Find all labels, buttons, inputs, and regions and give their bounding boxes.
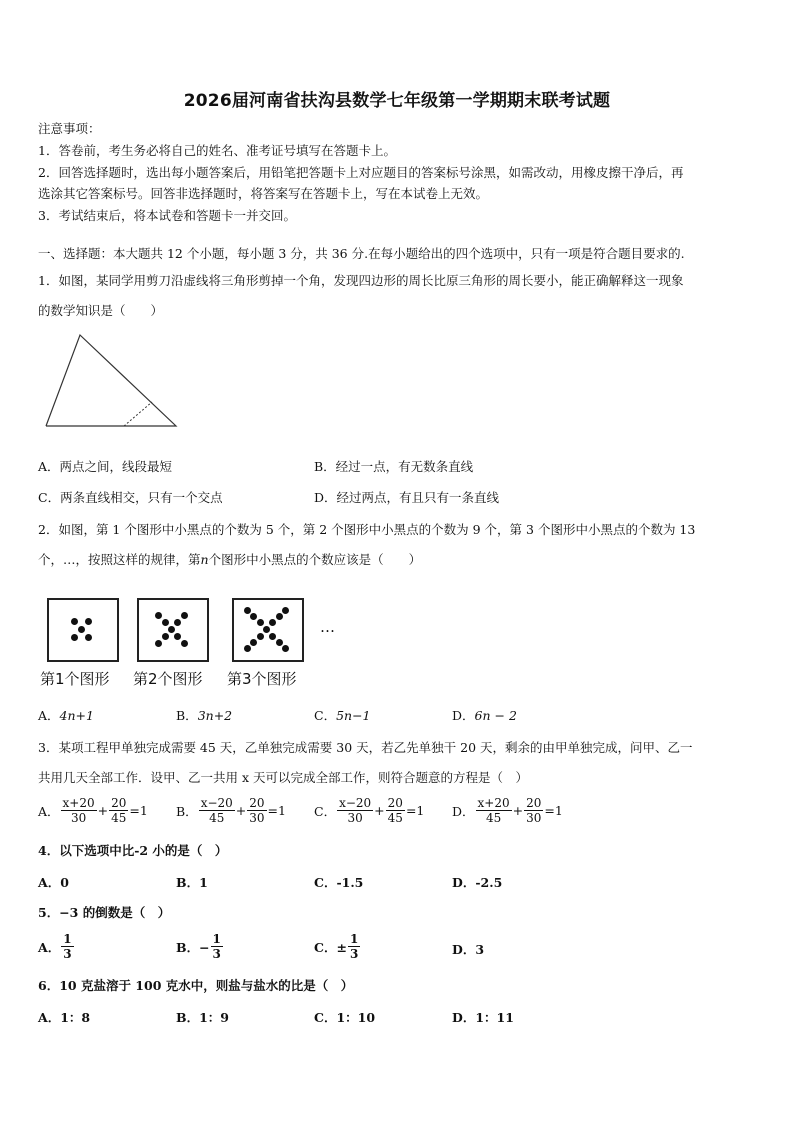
q1-option-a: A．两点之间，线段最短 (38, 459, 173, 474)
q3-option-c: C． $\frac{x-20}{30}$ + $\frac{20}{45}$ =1 (314, 796, 425, 825)
black-dot (85, 618, 92, 625)
q2-option-c: C．5n−1 (314, 708, 371, 723)
q6-stem: 6．10 克盐溶于 100 克水中，则盐与盐水的比是（ ） (38, 978, 354, 993)
q5-option-d: D．3 (452, 942, 485, 957)
q2-option-d: D．6n − 2 (452, 708, 517, 723)
q3-stem-line1: 3．某项工程甲单独完成需要 45 天，乙单独完成需要 30 天，若乙先单独干 20 天，剩余的由甲单独完成，问甲、乙一 (38, 740, 693, 755)
q3-option-a: A． $\frac{x+20}{30}$ + $\frac{20}{45}$ =1 (38, 796, 148, 825)
q1-stem-line2: 的数学知识是（ ） (38, 303, 164, 318)
black-dot (168, 626, 175, 633)
notice-heading: 注意事项： (38, 121, 101, 136)
black-dot (263, 626, 270, 633)
q6-option-b: B．1：9 (176, 1010, 229, 1025)
black-dot (276, 639, 283, 646)
q2-caption-3: 第3个图形 (227, 670, 297, 688)
q4-option-c: C．-1.5 (314, 875, 364, 890)
black-dot (181, 612, 188, 619)
black-dot (250, 639, 257, 646)
q1-stem-line1: 1．如图，某同学用剪刀沿虚线将三角形剪掉一个角，发现四边形的周长比原三角形的周长要小，能正确解释这一现象 (38, 273, 684, 288)
black-dot (276, 613, 283, 620)
q2-stem-line2: 个，…，按照这样的规律，第n个图形中小黑点的个数应该是（ ） (38, 552, 422, 567)
q3-option-b: B． $\frac{x-20}{45}$ + $\frac{20}{30}$ =1 (176, 796, 286, 825)
black-dot (71, 618, 78, 625)
q1-triangle-figure (40, 330, 185, 435)
black-dot (174, 633, 181, 640)
black-dot (155, 640, 162, 647)
q2-caption-2: 第2个图形 (133, 670, 203, 688)
q2-figure-1 (47, 598, 119, 662)
black-dot (250, 613, 257, 620)
black-dot (174, 619, 181, 626)
black-dot (162, 633, 169, 640)
q1-option-b: B．经过一点，有无数条直线 (314, 459, 474, 474)
black-dot (85, 634, 92, 641)
q6-option-c: C．1：10 (314, 1010, 376, 1025)
q2-caption-1: 第1个图形 (40, 670, 110, 688)
black-dot (269, 619, 276, 626)
black-dot (257, 619, 264, 626)
page-title: 2026届河南省扶沟县数学七年级第一学期期末联考试题 (183, 91, 611, 111)
black-dot (181, 640, 188, 647)
q1-option-d: D．经过两点，有且只有一条直线 (314, 490, 500, 505)
q3-stem-line2: 共用几天全部工作．设甲、乙一共用 x 天可以完成全部工作，则符合题意的方程是（ ） (38, 770, 528, 785)
q2-figure-2 (137, 598, 209, 662)
black-dot (71, 634, 78, 641)
cut-dashed-line (124, 402, 152, 426)
q2-option-b: B．3n+2 (176, 708, 233, 723)
q2-ellipsis: … (320, 618, 335, 636)
q5-option-c: C．± $\frac{1}{3}$ (314, 932, 359, 961)
q2-stem-line1: 2．如图，第 1 个图形中小黑点的个数为 5 个，第 2 个图形中小黑点的个数为 9 个，第 3 个图形中小黑点的个数为 13 (38, 522, 696, 537)
q2-figure-3 (232, 598, 304, 662)
notice-item-3: 3．考试结束后，将本试卷和答题卡一并交回。 (38, 208, 296, 223)
q3-option-d: D． $\frac{x+20}{45}$ + $\frac{20}{30}$ =1 (452, 796, 563, 825)
q6-option-a: A．1：8 (38, 1010, 91, 1025)
q2-option-a: A．4n+1 (38, 708, 94, 723)
q6-option-d: D．1：11 (452, 1010, 514, 1025)
notice-item-2-cont: 选涂其它答案标号。回答非选择题时，将答案写在答题卡上，写在本试卷上无效。 (38, 186, 489, 201)
q1-option-c: C．两条直线相交，只有一个交点 (38, 490, 223, 505)
black-dot (269, 633, 276, 640)
q5-option-b: B．− $\frac{1}{3}$ (176, 932, 221, 961)
black-dot (282, 607, 289, 614)
q4-option-a: A．0 (38, 875, 69, 890)
black-dot (244, 607, 251, 614)
black-dot (162, 619, 169, 626)
black-dot (78, 626, 85, 633)
q5-option-a: A． $\frac{1}{3}$ (38, 932, 72, 961)
notice-item-2: 2．回答选择题时，选出每小题答案后，用铅笔把答题卡上对应题目的答案标号涂黑，如需改动，用橡皮擦干净后，再 (38, 165, 684, 180)
q4-stem: 4．以下选项中比-2 小的是（ ） (38, 843, 228, 858)
section-heading: 一、选择题：本大题共 12 个小题，每小题 3 分，共 36 分.在每小题给出的四个选项中，只有一项是符合题目要求的. (38, 246, 685, 261)
q4-option-b: B．1 (176, 875, 208, 890)
triangle-outline (46, 335, 176, 426)
q4-option-d: D．-2.5 (452, 875, 503, 890)
black-dot (244, 645, 251, 652)
q5-stem: 5．−3 的倒数是（ ） (38, 905, 171, 920)
black-dot (282, 645, 289, 652)
black-dot (155, 612, 162, 619)
notice-item-1: 1．答卷前，考生务必将自己的姓名、准考证号填写在答题卡上。 (38, 143, 396, 158)
black-dot (257, 633, 264, 640)
